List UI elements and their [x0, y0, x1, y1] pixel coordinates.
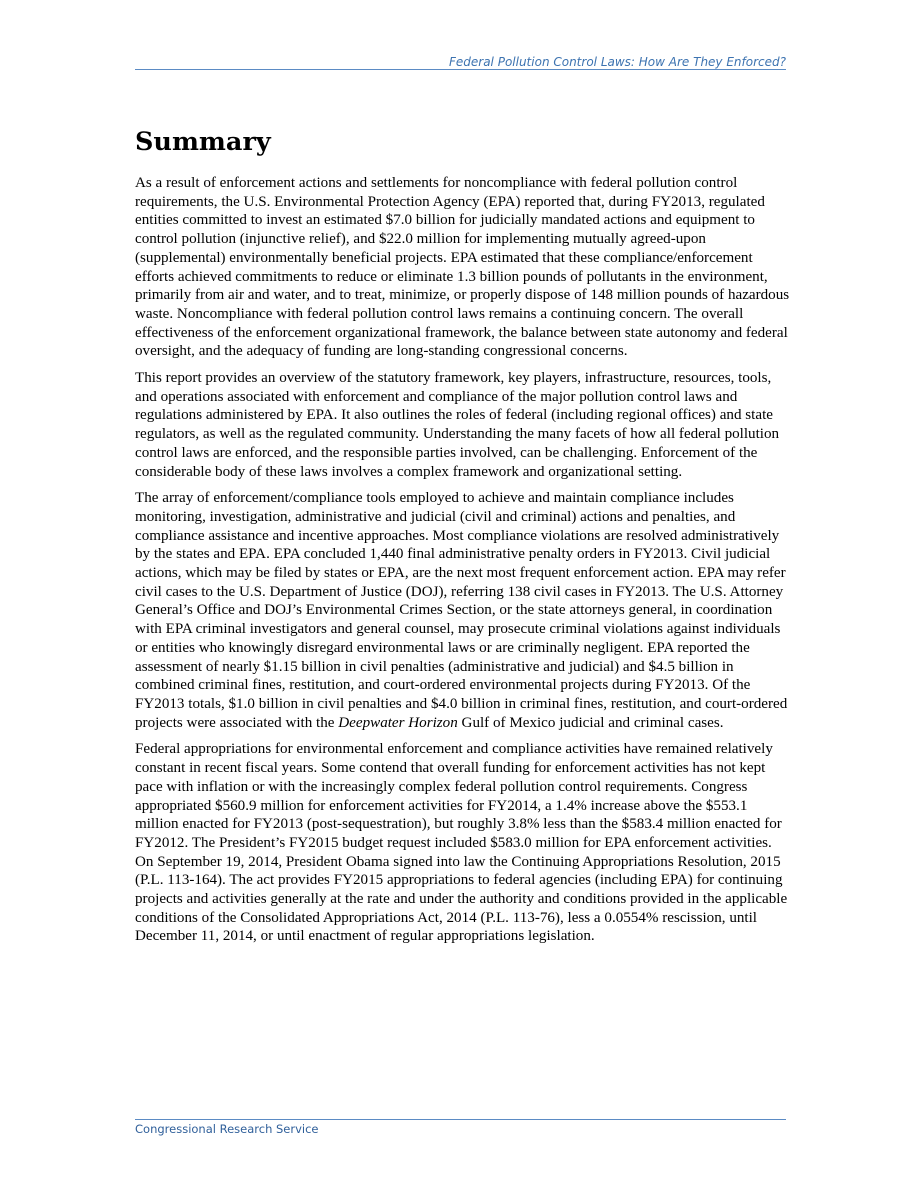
- summary-paragraph-4: Federal appropriations for environmental enforcement and compliance activities have remained relatively constant in recent fiscal years. Some contend that overall funding for enforcement activities has not kept pace with inflation or with the increasingly complex federal pollution control requirements. Congress appropriated $560.9 million for enforcement activities for FY2014, a 1.4% increase above the $553.1 million enacted for FY2013 (post-sequestration), but roughly 3.8% less than the $583.4 million enacted for FY2012. The President’s FY2015 budget request included $583.0 million for EPA enforcement activities. On September 19, 2014, President Obama signed into law the Continuing Appropriations Resolution, 2015 (P.L. 113-164). The act provides FY2015 appropriations to federal agencies (including EPA) for continuing projects and activities generally at the rate and under the authority and conditions provided in the applicable conditions of the Consolidated Appropriations Act, 2014 (P.L. 113-76), less a 0.0554% rescission, until December 11, 2014, or until enactment of regular appropriations legislation.: [135, 741, 788, 945]
- footer-publisher: Congressional Research Service: [135, 1122, 319, 1136]
- header-rule: [135, 69, 786, 70]
- paragraph-3-text-a: The array of enforcement/compliance tools employed to achieve and maintain compliance includes monitoring, investigation, administrative and judicial (civil and criminal) actions and penalties, and compliance assistance and incentive approaches. Most compliance violations are resolved administratively by the states and EPA. EPA concluded 1,440 final administrative penalty orders in FY2013. Civil judicial actions, which may be filed by states or EPA, are the next most frequent enforcement action. EPA may refer civil cases to the U.S. Department of Justice (DOJ), referring 138 civil cases in FY2013. The U.S. Attorney General’s Office and DOJ’s Environmental Crimes Section, or the state attorneys general, in coordination with EPA criminal investigators and general counsel, may prosecute criminal violations against individuals or entities who knowingly disregard environmental laws or are criminally negligent. EPA reported the assessment of nearly $1.15 billion in civil penalties (administrative and judicial) and $4.5 billion in combined criminal fines, restitution, and court-ordered environmental projects during FY2013. Of the FY2013 totals, $1.0 billion in civil penalties and $4.0 billion in criminal fines, restitution, and court-ordered projects were associated with the: [135, 490, 788, 731]
- section-title: Summary: [135, 127, 271, 157]
- summary-paragraph-1: As a result of enforcement actions and settlements for noncompliance with federal pollution control requirements, the U.S. Environmental Protection Agency (EPA) reported that, during FY2013, regulated entities committed to invest an estimated $7.0 billion for judicially mandated actions and equipment to control pollution (injunctive relief), and $22.0 million for implementing mutually agreed-upon (supplemental) environmentally beneficial projects. EPA estimated that these compliance/enforcement efforts achieved commitments to reduce or eliminate 1.3 billion pounds of pollutants in the environment, primarily from air and water, and to treat, minimize, or properly dispose of 148 million pounds of hazardous waste. Noncompliance with federal pollution control laws remains a continuing concern. The overall effectiveness of the enforcement organizational framework, the balance between state autonomy and federal oversight, and the adequacy of funding are long-standing congressional concerns.: [135, 175, 790, 360]
- paragraph-3-text-b: Gulf of Mexico judicial and criminal cases.: [457, 714, 724, 731]
- footer-rule: [135, 1119, 786, 1120]
- running-header: Federal Pollution Control Laws: How Are They Enforced?: [448, 55, 786, 69]
- summary-section: [135, 124, 790, 954]
- deepwater-horizon-italic: Deepwater Horizon: [338, 714, 458, 731]
- summary-paragraph-2: This report provides an overview of the statutory framework, key players, infrastructure, resources, tools, and operations associated with enforcement and compliance of the major pollution control laws and regulations administered by EPA. It also outlines the roles of federal (including regional offices) and state regulators, as well as the regulated community. Understanding the many facets of how all federal pollution control laws are enforced, and the responsible parties involved, can be challenging. Enforcement of the considerable body of these laws involves a complex framework and organizational setting.: [135, 370, 780, 480]
- summary-paragraph-3: [135, 489, 790, 732]
